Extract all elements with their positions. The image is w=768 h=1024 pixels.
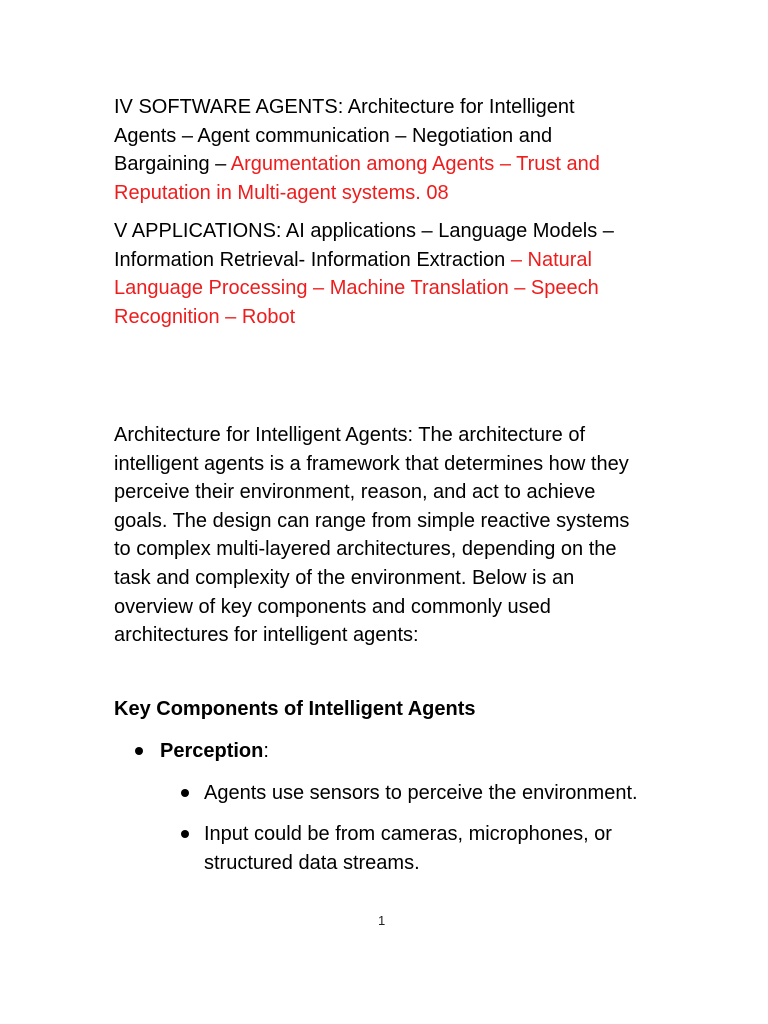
sub-bullet-sensors: Agents use sensors to perceive the environment. [204, 782, 638, 804]
sub-bullet-dot-icon [181, 789, 189, 797]
unit-v-highlight: – Natural Language Processing – Machine Translation – Speech Recognition – Robot [114, 248, 599, 328]
bullet-dot-icon [135, 747, 143, 755]
page-number: 1 [378, 913, 386, 928]
unit-v-syllabus [114, 217, 634, 331]
perception-colon: : [263, 740, 269, 762]
unit-iv-highlight: Argumentation among Agents – Trust and Reputation in Multi-agent systems. 08 [114, 153, 600, 204]
sub-bullet-dot-icon [181, 830, 189, 838]
section-heading: Key Components of Intelligent Agents [114, 698, 476, 720]
unit-iv-syllabus [114, 93, 634, 207]
perception-label: Perception [160, 740, 264, 762]
intro-paragraph: Architecture for Intelligent Agents: The architecture of intelligent agents is a framework that determines how they perceive their environment, reason, and act to achieve goals. The design can range from simple reactive systems to complex multi-layered architectures, depending on the task and complexity of the environment. Below is an overview of key components and commonly used architectures for intelligent agents: [114, 424, 630, 647]
bullet-perception [160, 737, 269, 766]
sub-bullet-input: Input could be from cameras, microphones, or structured data streams. [204, 823, 612, 874]
unit-v-text: V APPLICATIONS: AI applications – Language Models – Information Retrieval- Information Extraction [114, 220, 614, 271]
unit-iv-text: IV SOFTWARE AGENTS: Architecture for Intelligent Agents – Agent communication – Negotiation and Bargaining – [114, 96, 575, 175]
